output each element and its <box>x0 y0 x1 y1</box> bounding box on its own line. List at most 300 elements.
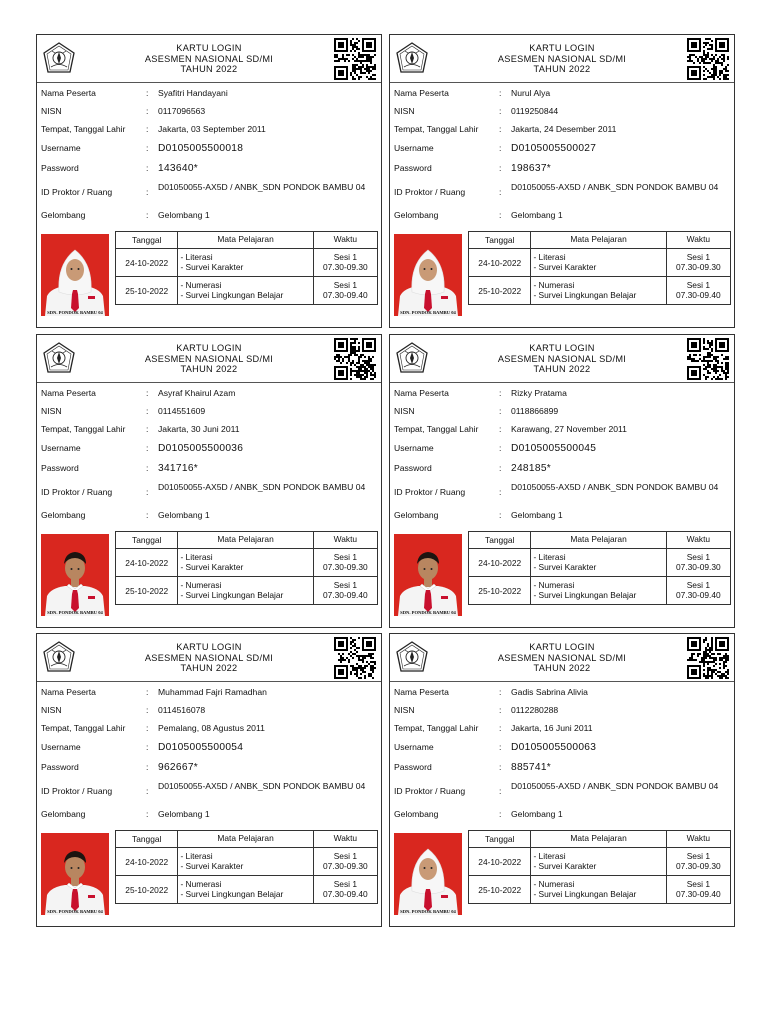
gelombang-label: Gelombang <box>41 210 86 220</box>
waktu-cell <box>666 848 730 876</box>
th-tanggal: Tanggal <box>116 532 178 549</box>
mapel-item: - Numerasi <box>533 580 575 590</box>
mapel-item: - Survei Karakter <box>533 261 597 272</box>
tanggal-cell: 24-10-2022 <box>469 249 531 277</box>
jam-text: 07.30-09.40 <box>322 289 368 300</box>
colon: : <box>146 762 149 772</box>
qr-code-icon <box>687 338 729 380</box>
password-label: Password <box>41 163 79 173</box>
colon: : <box>146 210 149 220</box>
username-value: D0105005500027 <box>511 143 597 154</box>
colon: : <box>499 124 502 134</box>
gelombang-label: Gelombang <box>394 809 439 819</box>
mapel-cell <box>531 249 666 277</box>
tanggal-cell: 24-10-2022 <box>469 848 531 876</box>
colon: : <box>146 88 149 98</box>
mapel-item: - Survei Lingkungan Belajar <box>533 589 637 600</box>
nisn-value: 0114516078 <box>158 705 206 715</box>
colon: : <box>499 88 502 98</box>
login-card <box>36 633 382 927</box>
card-header <box>390 335 734 383</box>
title-kartu: KARTU LOGIN <box>529 343 595 353</box>
mapel-item: - Survei Lingkungan Belajar <box>180 888 284 899</box>
qr-code-icon <box>334 38 376 80</box>
proktor-value: D01050055-AX5D / ANBK_SDN PONDOK BAMBU 04 <box>511 482 719 492</box>
mapel-item: - Numerasi <box>180 580 222 590</box>
th-tanggal: Tanggal <box>469 831 531 848</box>
school-stamp: SDN. PONDOK BAMBU 04 <box>400 909 456 914</box>
title-tahun: TAHUN 2022 <box>180 364 238 374</box>
ttl-value: Jakarta, 03 September 2011 <box>158 124 266 134</box>
mapel-item: - Literasi <box>180 851 213 861</box>
proktor-value: D01050055-AX5D / ANBK_SDN PONDOK BAMBU 04 <box>511 781 719 791</box>
mapel-cell <box>531 549 666 577</box>
mapel-item: - Literasi <box>533 552 566 562</box>
password-value: 143640* <box>158 163 199 174</box>
proktor-label: ID Proktor / Ruang <box>41 487 113 497</box>
mapel-cell <box>531 577 666 605</box>
ttl-label: Tempat, Tanggal Lahir <box>394 124 479 134</box>
password-label: Password <box>41 463 79 473</box>
th-tanggal: Tanggal <box>116 831 178 848</box>
nama-value: Rizky Pratama <box>511 388 567 398</box>
nama-label: Nama Peserta <box>394 88 449 98</box>
tanggal-cell: 25-10-2022 <box>116 577 178 605</box>
th-waktu: Waktu <box>666 232 730 249</box>
card-header <box>37 35 381 83</box>
colon: : <box>146 463 149 473</box>
mapel-item: - Numerasi <box>533 280 575 290</box>
school-stamp: SDN. PONDOK BAMBU 04 <box>47 310 103 315</box>
tanggal-cell: 25-10-2022 <box>116 277 178 305</box>
th-waktu: Waktu <box>666 831 730 848</box>
title-asesmen: ASESMEN NASIONAL SD/MI <box>144 53 274 64</box>
ttl-label: Tempat, Tanggal Lahir <box>394 723 479 733</box>
title-kartu: KARTU LOGIN <box>529 642 595 652</box>
tanggal-cell: 25-10-2022 <box>469 577 531 605</box>
mapel-cell <box>178 848 313 876</box>
sesi-text: Sesi 1 <box>686 552 710 562</box>
nisn-value: 0114551609 <box>158 406 206 416</box>
sesi-text: Sesi 1 <box>333 851 357 861</box>
mapel-item: - Literasi <box>533 851 566 861</box>
student-photo <box>41 833 109 915</box>
mapel-item: - Survei Karakter <box>533 561 597 572</box>
schedule-table <box>115 531 378 605</box>
nama-label: Nama Peserta <box>394 388 449 398</box>
password-value: 248185* <box>511 463 552 474</box>
colon: : <box>499 406 502 416</box>
colon: : <box>146 424 149 434</box>
schedule-table <box>115 231 378 305</box>
login-card <box>36 34 382 328</box>
jam-text: 07.30-09.30 <box>322 261 368 272</box>
password-label: Password <box>41 762 79 772</box>
gelombang-value: Gelombang 1 <box>511 809 563 819</box>
student-portrait <box>41 234 109 316</box>
mapel-cell <box>178 577 313 605</box>
password-value: 962667* <box>158 762 199 773</box>
sesi-text: Sesi 1 <box>333 252 357 262</box>
nisn-label: NISN <box>41 705 62 715</box>
mapel-cell <box>178 876 313 904</box>
sesi-text: Sesi 1 <box>333 280 357 290</box>
colon: : <box>499 388 502 398</box>
title-tahun: TAHUN 2022 <box>180 64 238 74</box>
colon: : <box>146 510 149 520</box>
colon: : <box>499 687 502 697</box>
nama-label: Nama Peserta <box>41 687 96 697</box>
username-value: D0105005500018 <box>158 143 244 154</box>
login-card <box>389 34 735 328</box>
colon: : <box>146 705 149 715</box>
mapel-cell <box>531 277 666 305</box>
username-label: Username <box>394 443 434 453</box>
ttl-label: Tempat, Tanggal Lahir <box>394 424 479 434</box>
gelombang-label: Gelombang <box>394 210 439 220</box>
username-value: D0105005500054 <box>158 742 244 753</box>
colon: : <box>499 723 502 733</box>
nisn-value: 0119250844 <box>511 106 559 116</box>
colon: : <box>146 388 149 398</box>
sesi-text: Sesi 1 <box>333 552 357 562</box>
mapel-item: - Literasi <box>180 552 213 562</box>
qr-code-icon <box>687 637 729 679</box>
ttl-value: Jakarta, 16 Juni 2011 <box>511 723 593 733</box>
colon: : <box>146 687 149 697</box>
waktu-cell <box>313 549 377 577</box>
mapel-cell <box>531 876 666 904</box>
jam-text: 07.30-09.40 <box>675 289 721 300</box>
waktu-cell <box>313 577 377 605</box>
nisn-value: 0112280288 <box>511 705 559 715</box>
waktu-cell <box>666 876 730 904</box>
ttl-value: Pemalang, 08 Agustus 2011 <box>158 723 265 733</box>
card-header <box>37 634 381 682</box>
student-photo <box>394 534 462 616</box>
title-asesmen: ASESMEN NASIONAL SD/MI <box>144 353 274 364</box>
tanggal-cell: 25-10-2022 <box>116 876 178 904</box>
login-card <box>389 633 735 927</box>
nama-label: Nama Peserta <box>41 88 96 98</box>
schedule-row <box>116 876 378 904</box>
mapel-cell <box>178 277 313 305</box>
gelombang-value: Gelombang 1 <box>511 210 563 220</box>
waktu-cell <box>313 848 377 876</box>
th-waktu: Waktu <box>313 532 377 549</box>
login-card <box>36 334 382 628</box>
colon: : <box>499 187 502 197</box>
student-portrait <box>394 833 462 915</box>
username-label: Username <box>394 143 434 153</box>
student-portrait <box>41 833 109 915</box>
schedule-row <box>116 249 378 277</box>
jam-text: 07.30-09.40 <box>322 888 368 899</box>
nama-value: Asyraf Khairul Azam <box>158 388 236 398</box>
title-asesmen: ASESMEN NASIONAL SD/MI <box>497 53 627 64</box>
proktor-label: ID Proktor / Ruang <box>394 487 466 497</box>
proktor-value: D01050055-AX5D / ANBK_SDN PONDOK BAMBU 04 <box>158 482 366 492</box>
th-mapel: Mata Pelajaran <box>178 232 313 249</box>
waktu-cell <box>666 577 730 605</box>
card-header <box>37 335 381 383</box>
tanggal-cell: 24-10-2022 <box>116 549 178 577</box>
th-tanggal: Tanggal <box>469 232 531 249</box>
card-title <box>87 43 331 75</box>
mapel-item: - Survei Lingkungan Belajar <box>180 589 284 600</box>
student-photo <box>41 534 109 616</box>
tut-wuri-handayani-logo <box>41 640 77 676</box>
card-header <box>390 35 734 83</box>
proktor-label: ID Proktor / Ruang <box>394 187 466 197</box>
colon: : <box>146 406 149 416</box>
qr-code-icon <box>334 338 376 380</box>
password-value: 341716* <box>158 463 199 474</box>
gelombang-value: Gelombang 1 <box>158 510 210 520</box>
student-portrait <box>394 234 462 316</box>
colon: : <box>146 809 149 819</box>
schedule-header <box>116 232 378 249</box>
tut-wuri-handayani-logo <box>41 341 77 377</box>
gelombang-value: Gelombang 1 <box>158 809 210 819</box>
schedule-row <box>116 277 378 305</box>
card-header <box>390 634 734 682</box>
mapel-item: - Survei Lingkungan Belajar <box>533 289 637 300</box>
title-tahun: TAHUN 2022 <box>533 364 591 374</box>
mapel-item: - Survei Lingkungan Belajar <box>533 888 637 899</box>
waktu-cell <box>666 249 730 277</box>
colon: : <box>499 786 502 796</box>
colon: : <box>146 443 149 453</box>
jam-text: 07.30-09.30 <box>675 561 721 572</box>
nama-value: Muhammad Fajri Ramadhan <box>158 687 267 697</box>
th-mapel: Mata Pelajaran <box>531 831 666 848</box>
nama-label: Nama Peserta <box>41 388 96 398</box>
colon: : <box>499 443 502 453</box>
student-portrait <box>394 534 462 616</box>
nama-label: Nama Peserta <box>394 687 449 697</box>
gelombang-label: Gelombang <box>41 809 86 819</box>
schedule-row <box>116 549 378 577</box>
card-title <box>87 343 331 375</box>
nisn-value: 0118866899 <box>511 406 559 416</box>
username-label: Username <box>41 742 81 752</box>
schedule-header <box>116 831 378 848</box>
sesi-text: Sesi 1 <box>686 879 710 889</box>
gelombang-value: Gelombang 1 <box>511 510 563 520</box>
sesi-text: Sesi 1 <box>686 851 710 861</box>
sesi-text: Sesi 1 <box>686 252 710 262</box>
tanggal-cell: 24-10-2022 <box>116 249 178 277</box>
sesi-text: Sesi 1 <box>333 879 357 889</box>
colon: : <box>146 487 149 497</box>
colon: : <box>499 762 502 772</box>
username-value: D0105005500045 <box>511 443 597 454</box>
title-kartu: KARTU LOGIN <box>529 43 595 53</box>
sesi-text: Sesi 1 <box>686 280 710 290</box>
title-asesmen: ASESMEN NASIONAL SD/MI <box>497 353 627 364</box>
proktor-label: ID Proktor / Ruang <box>394 786 466 796</box>
school-stamp: SDN. PONDOK BAMBU 04 <box>47 909 103 914</box>
th-mapel: Mata Pelajaran <box>531 232 666 249</box>
colon: : <box>499 106 502 116</box>
th-mapel: Mata Pelajaran <box>531 532 666 549</box>
th-mapel: Mata Pelajaran <box>178 831 313 848</box>
username-label: Username <box>394 742 434 752</box>
nama-value: Syafitri Handayani <box>158 88 228 98</box>
colon: : <box>146 143 149 153</box>
schedule-header <box>469 831 731 848</box>
colon: : <box>499 163 502 173</box>
tanggal-cell: 24-10-2022 <box>116 848 178 876</box>
tut-wuri-handayani-logo <box>394 640 430 676</box>
school-stamp: SDN. PONDOK BAMBU 04 <box>47 610 103 615</box>
mapel-cell <box>531 848 666 876</box>
waktu-cell <box>313 249 377 277</box>
th-waktu: Waktu <box>313 831 377 848</box>
jam-text: 07.30-09.30 <box>675 860 721 871</box>
jam-text: 07.30-09.40 <box>675 589 721 600</box>
username-label: Username <box>41 443 81 453</box>
qr-code-icon <box>334 637 376 679</box>
password-value: 885741* <box>511 762 552 773</box>
schedule-table <box>468 830 731 904</box>
schedule-row <box>469 876 731 904</box>
title-tahun: TAHUN 2022 <box>533 663 591 673</box>
schedule-table <box>468 531 731 605</box>
schedule-header <box>469 532 731 549</box>
jam-text: 07.30-09.30 <box>675 261 721 272</box>
card-title <box>440 343 684 375</box>
nisn-value: 0117096563 <box>158 106 206 116</box>
nisn-label: NISN <box>394 705 415 715</box>
jam-text: 07.30-09.30 <box>322 561 368 572</box>
th-mapel: Mata Pelajaran <box>178 532 313 549</box>
mapel-cell <box>178 249 313 277</box>
colon: : <box>499 705 502 715</box>
schedule-header <box>116 532 378 549</box>
th-tanggal: Tanggal <box>469 532 531 549</box>
waktu-cell <box>666 277 730 305</box>
colon: : <box>499 510 502 520</box>
password-label: Password <box>394 463 432 473</box>
nisn-label: NISN <box>394 106 415 116</box>
student-portrait <box>41 534 109 616</box>
title-kartu: KARTU LOGIN <box>176 343 242 353</box>
card-title <box>440 43 684 75</box>
th-waktu: Waktu <box>666 532 730 549</box>
school-stamp: SDN. PONDOK BAMBU 04 <box>400 610 456 615</box>
waktu-cell <box>313 277 377 305</box>
title-asesmen: ASESMEN NASIONAL SD/MI <box>497 652 627 663</box>
gelombang-label: Gelombang <box>41 510 86 520</box>
schedule-row <box>116 848 378 876</box>
qr-code-icon <box>687 38 729 80</box>
colon: : <box>499 809 502 819</box>
mapel-item: - Numerasi <box>180 879 222 889</box>
schedule-table <box>115 830 378 904</box>
colon: : <box>146 187 149 197</box>
student-photo <box>394 234 462 316</box>
card-title <box>440 642 684 674</box>
tanggal-cell: 25-10-2022 <box>469 277 531 305</box>
tanggal-cell: 25-10-2022 <box>469 876 531 904</box>
title-tahun: TAHUN 2022 <box>180 663 238 673</box>
mapel-item: - Literasi <box>180 252 213 262</box>
school-stamp: SDN. PONDOK BAMBU 04 <box>400 310 456 315</box>
ttl-value: Jakarta, 30 Juni 2011 <box>158 424 240 434</box>
schedule-header <box>469 232 731 249</box>
ttl-label: Tempat, Tanggal Lahir <box>41 124 126 134</box>
th-waktu: Waktu <box>313 232 377 249</box>
username-value: D0105005500036 <box>158 443 244 454</box>
title-asesmen: ASESMEN NASIONAL SD/MI <box>144 652 274 663</box>
schedule-row <box>469 848 731 876</box>
colon: : <box>499 463 502 473</box>
gelombang-label: Gelombang <box>394 510 439 520</box>
sesi-text: Sesi 1 <box>686 580 710 590</box>
tut-wuri-handayani-logo <box>394 41 430 77</box>
schedule-table <box>468 231 731 305</box>
password-value: 198637* <box>511 163 552 174</box>
colon: : <box>499 487 502 497</box>
tut-wuri-handayani-logo <box>41 41 77 77</box>
login-card <box>389 334 735 628</box>
title-kartu: KARTU LOGIN <box>176 43 242 53</box>
jam-text: 07.30-09.40 <box>322 589 368 600</box>
gelombang-value: Gelombang 1 <box>158 210 210 220</box>
proktor-label: ID Proktor / Ruang <box>41 786 113 796</box>
colon: : <box>499 424 502 434</box>
username-value: D0105005500063 <box>511 742 597 753</box>
colon: : <box>499 143 502 153</box>
colon: : <box>146 723 149 733</box>
mapel-item: - Survei Lingkungan Belajar <box>180 289 284 300</box>
sesi-text: Sesi 1 <box>333 580 357 590</box>
colon: : <box>146 742 149 752</box>
mapel-item: - Literasi <box>533 252 566 262</box>
tut-wuri-handayani-logo <box>394 341 430 377</box>
proktor-value: D01050055-AX5D / ANBK_SDN PONDOK BAMBU 04 <box>511 182 719 192</box>
waktu-cell <box>666 549 730 577</box>
ttl-label: Tempat, Tanggal Lahir <box>41 723 126 733</box>
tanggal-cell: 24-10-2022 <box>469 549 531 577</box>
schedule-row <box>469 277 731 305</box>
schedule-row <box>116 577 378 605</box>
colon: : <box>146 786 149 796</box>
schedule-row <box>469 249 731 277</box>
mapel-item: - Survei Karakter <box>180 261 244 272</box>
password-label: Password <box>394 762 432 772</box>
jam-text: 07.30-09.40 <box>675 888 721 899</box>
nisn-label: NISN <box>41 406 62 416</box>
title-tahun: TAHUN 2022 <box>533 64 591 74</box>
nama-value: Nurul Alya <box>511 88 551 98</box>
nama-value: Gadis Sabrina Alivia <box>511 687 588 697</box>
mapel-item: - Numerasi <box>180 280 222 290</box>
nisn-label: NISN <box>394 406 415 416</box>
card-title <box>87 642 331 674</box>
colon: : <box>499 742 502 752</box>
colon: : <box>146 163 149 173</box>
proktor-value: D01050055-AX5D / ANBK_SDN PONDOK BAMBU 04 <box>158 182 366 192</box>
nisn-label: NISN <box>41 106 62 116</box>
colon: : <box>499 210 502 220</box>
student-photo <box>41 234 109 316</box>
student-photo <box>394 833 462 915</box>
ttl-value: Jakarta, 24 Desember 2011 <box>511 124 617 134</box>
proktor-label: ID Proktor / Ruang <box>41 187 113 197</box>
